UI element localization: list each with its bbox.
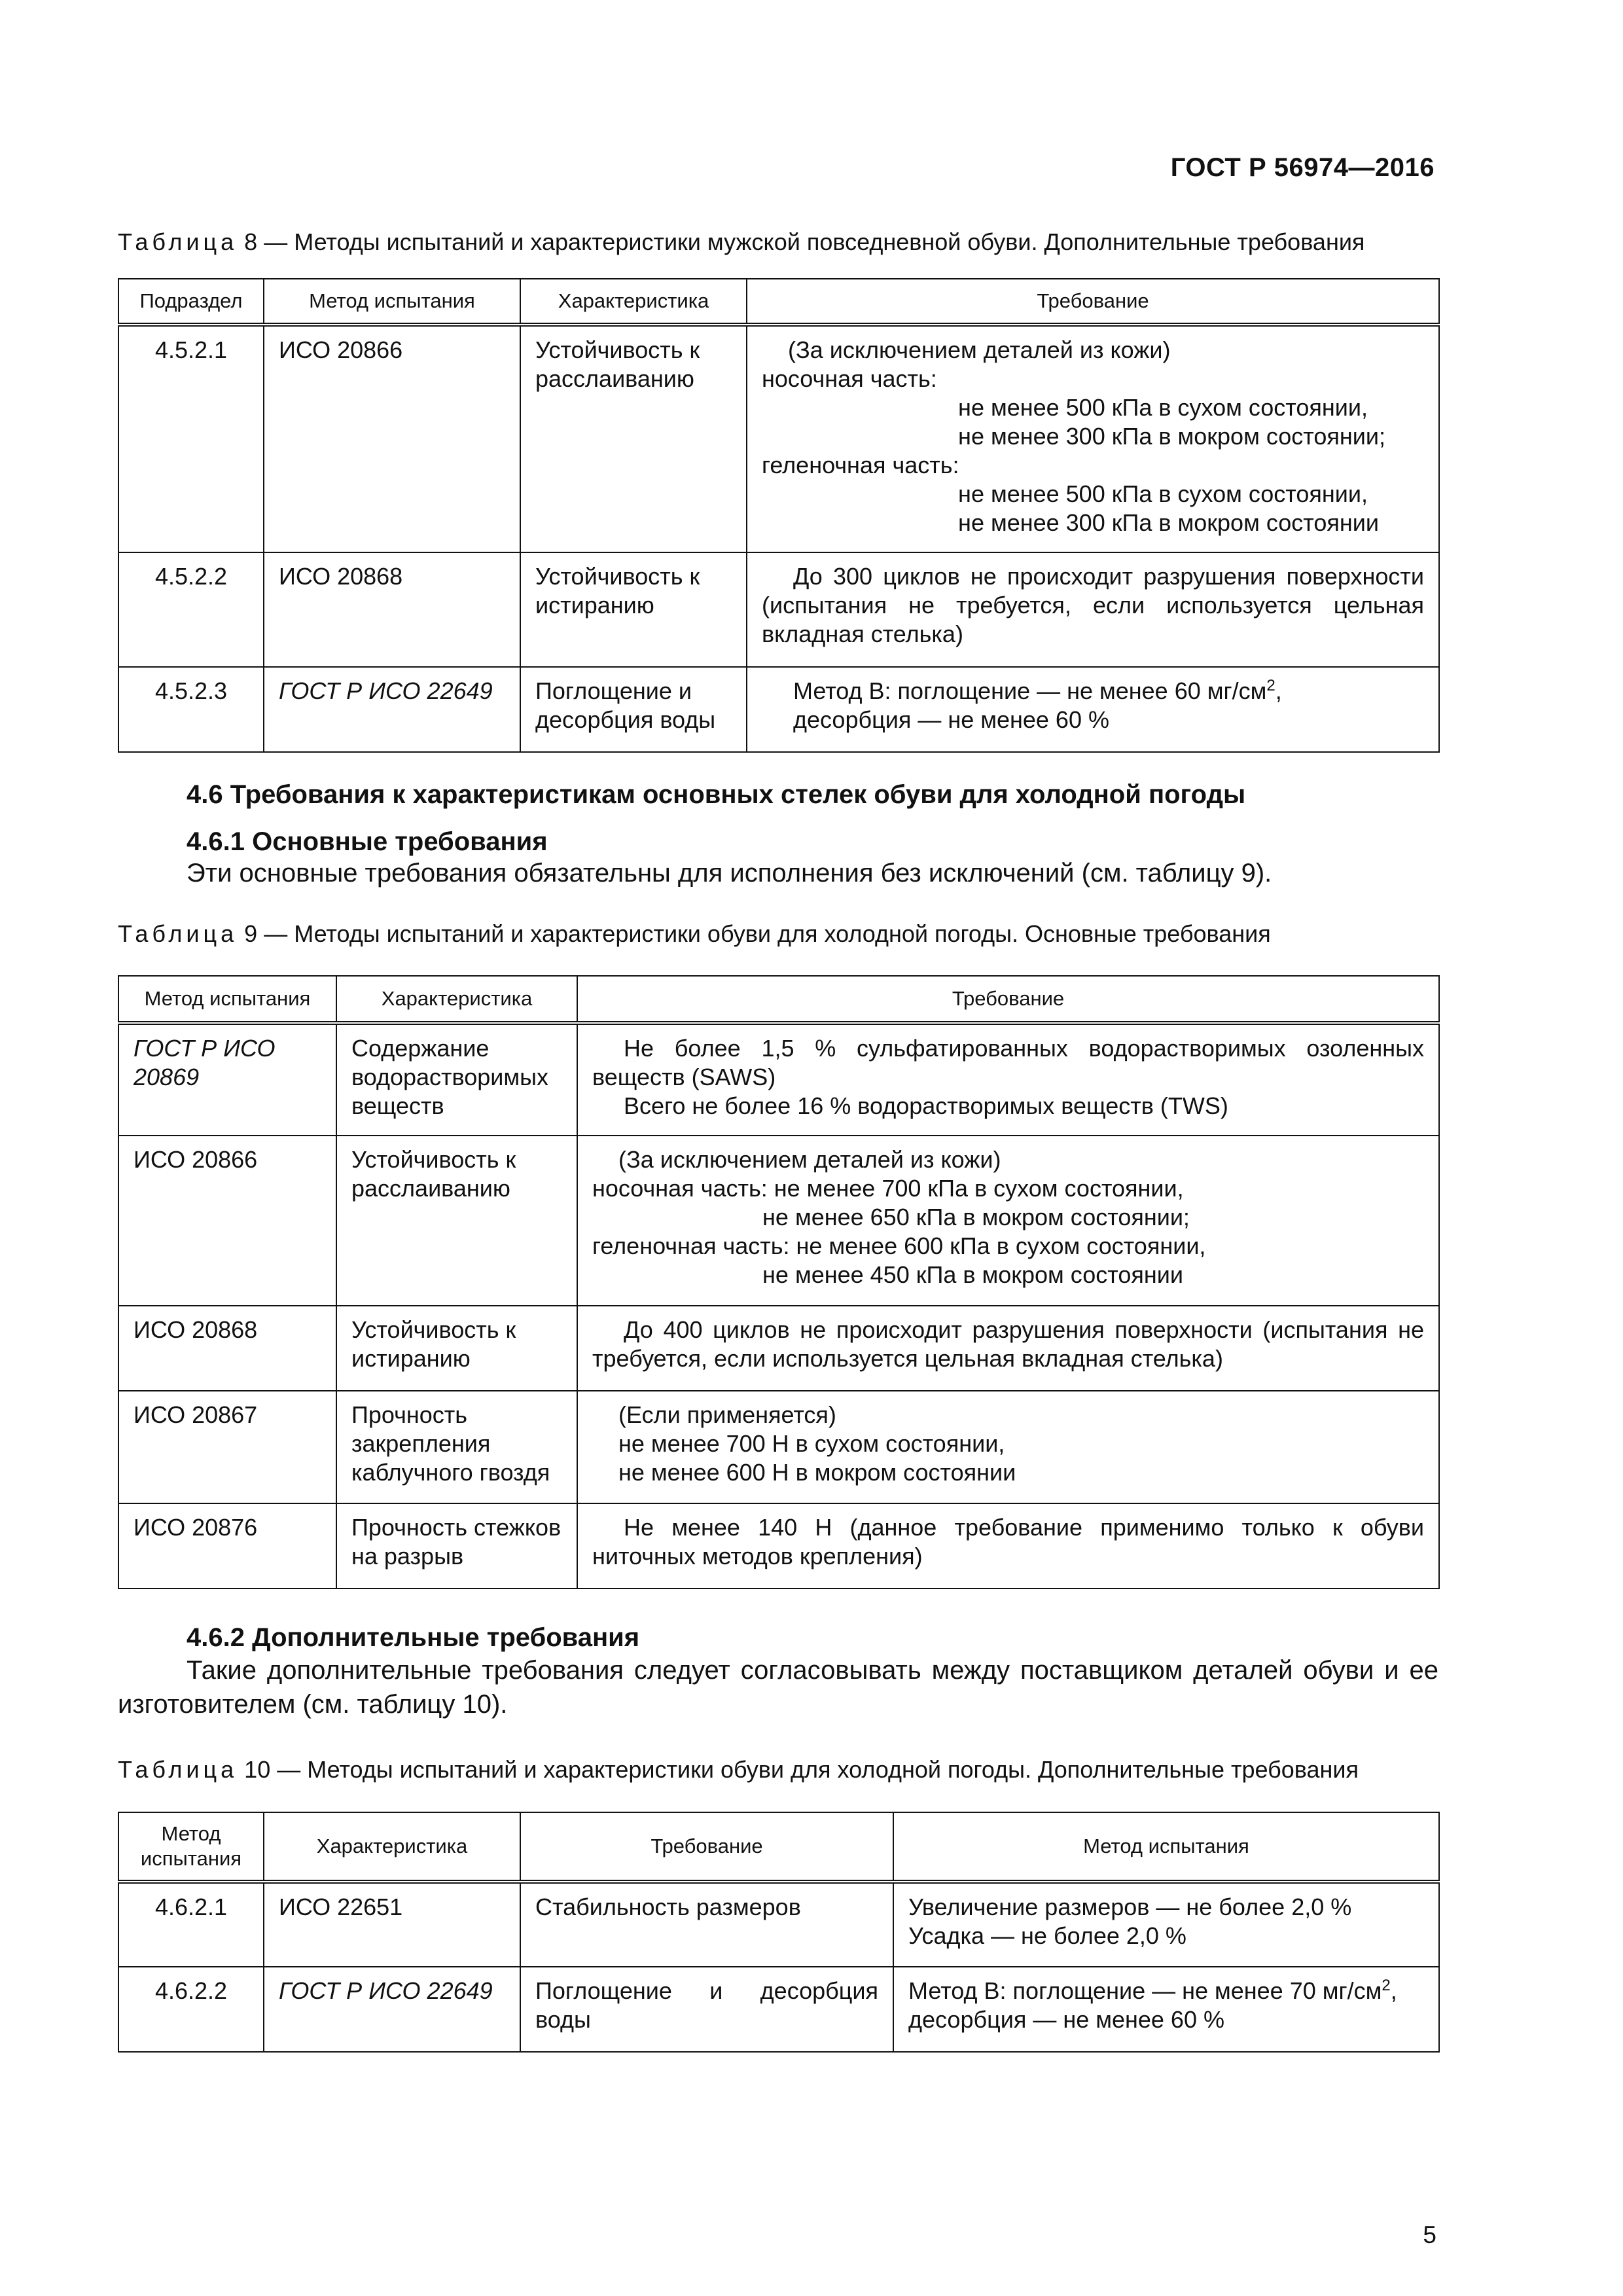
table9-header-cell: Требование [577, 976, 1439, 1023]
table-cell: Содержание водорастворимых веществ [336, 1023, 577, 1136]
table-cell: Поглощение и десорбция воды [520, 1967, 893, 2052]
table-cell: Поглощение и десорбция воды [520, 667, 747, 752]
table-cell: ГОСТ Р ИСО 22649 [264, 1967, 520, 2052]
table-cell: Устойчивость к расслаиванию [520, 325, 747, 552]
table10-header-cell: Метод испытания [118, 1812, 264, 1882]
table-cell: 4.5.2.1 [118, 325, 264, 552]
table-row [118, 325, 1439, 552]
table-row [118, 1023, 1439, 1136]
table9-caption [118, 920, 1271, 948]
requirement-text: Не более 1,5 % сульфатированных водорастворимых озоленных веществ (SAWS) [592, 1035, 1424, 1090]
table-cell: ГОСТ Р ИСО 20869 [118, 1023, 336, 1136]
superscript: 2 [1266, 677, 1275, 694]
document-code: ГОСТ Р 56974—2016 [1170, 153, 1435, 182]
page-number: 5 [1423, 2221, 1436, 2248]
table8-header-cell: Характеристика [520, 279, 747, 325]
table-cell: 4.5.2.3 [118, 667, 264, 752]
table-cell [577, 1023, 1439, 1136]
table-cell [747, 667, 1439, 752]
table-cell: До 400 циклов не происходит разрушения поверхности (испытания не требуется, если используется цельная вкладная стелька) [577, 1306, 1439, 1391]
paragraph: Такие дополнительные требования следует согласовывать между поставщиком деталей обуви и ее изготовителем (см. таблицу 10). [118, 1656, 1438, 1719]
table-row [118, 1967, 1439, 2052]
table-cell: Увеличение размеров — не более 2,0 % Усадка — не более 2,0 % [893, 1882, 1439, 1967]
table-cell: Прочность стежков на разрыв [336, 1503, 577, 1588]
table-cell: (Если применяется) не менее 700 Н в сухом состоянии, не менее 600 Н в мокром состоянии [577, 1391, 1439, 1503]
table10-header-cell: Требование [520, 1812, 893, 1882]
requirement-text: , [1275, 677, 1282, 704]
table-cell: ИСО 22651 [264, 1882, 520, 1967]
table-row [118, 1882, 1439, 1967]
table-cell: ГОСТ Р ИСО 22649 [264, 667, 520, 752]
requirement-text: десорбция — не менее 60 % [908, 2006, 1224, 2033]
table-cell: Устойчивость к истиранию [520, 552, 747, 667]
subsection-heading: 4.6.1 Основные требования [187, 827, 548, 856]
table9-caption-label: Таблица [118, 920, 238, 947]
table10-header-cell: Метод испытания [893, 1812, 1439, 1882]
table-cell: 4.5.2.2 [118, 552, 264, 667]
table-cell [893, 1967, 1439, 2052]
table8-caption [118, 228, 1364, 256]
table-row [118, 1391, 1439, 1503]
table-cell: ИСО 20866 [264, 325, 520, 552]
table9-caption-text: 9 — Методы испытаний и характеристики обуви для холодной погоды. Основные требования [244, 920, 1271, 947]
table-cell: (За исключением деталей из кожи) носочная часть: не менее 500 кПа в сухом состоянии, не менее 300 кПа в мокром состоянии; геленочная часть: не менее 500 кПа в сухом состоянии, не менее 300 кПа в мокром состоянии [747, 325, 1439, 552]
table10-caption [118, 1755, 1359, 1784]
table-cell: ИСО 20867 [118, 1391, 336, 1503]
table-cell: ИСО 20866 [118, 1136, 336, 1306]
table8-caption-text: 8 — Методы испытаний и характеристики мужской повседневной обуви. Дополнительные требования [244, 228, 1365, 255]
table-cell: ИСО 20868 [118, 1306, 336, 1391]
table-cell: До 300 циклов не происходит разрушения поверхности (испытания не требуется, если используется цельная вкладная стелька) [747, 552, 1439, 667]
table10 [118, 1812, 1440, 2053]
subsection-heading: 4.6.2 Дополнительные требования [187, 1623, 640, 1652]
table9-header-cell: Метод испытания [118, 976, 336, 1023]
requirement-text: Всего не более 16 % водорастворимых веществ (TWS) [624, 1092, 1228, 1119]
table-cell: ИСО 20868 [264, 552, 520, 667]
table-row [118, 1503, 1439, 1588]
table9 [118, 975, 1440, 1589]
table8-header-cell: Подраздел [118, 279, 264, 325]
paragraph: Эти основные требования обязательны для исполнения без исключений (см. таблицу 9). [187, 859, 1272, 888]
table10-caption-label: Таблица [118, 1756, 238, 1783]
table10-caption-text: 10 — Методы испытаний и характеристики обуви для холодной погоды. Дополнительные требования [244, 1756, 1359, 1783]
table8-header-cell: Метод испытания [264, 279, 520, 325]
table-row [118, 552, 1439, 667]
table-cell: Стабильность размеров [520, 1882, 893, 1967]
table-cell: Прочность закрепления каблучного гвоздя [336, 1391, 577, 1503]
table8-header-cell: Требование [747, 279, 1439, 325]
table8 [118, 278, 1440, 753]
table-cell: Устойчивость к расслаиванию [336, 1136, 577, 1306]
table10-header-cell: Характеристика [264, 1812, 520, 1882]
table-row [118, 667, 1439, 752]
table-row [118, 1306, 1439, 1391]
requirement-text: , [1390, 1977, 1397, 2004]
requirement-text: Метод В: поглощение — не менее 60 мг/см [793, 677, 1267, 704]
section-heading: 4.6 Требования к характеристикам основных стелек обуви для холодной погоды [187, 780, 1246, 809]
requirement-text: десорбция — не менее 60 % [793, 706, 1109, 733]
table-cell: Не менее 140 Н (данное требование применимо только к обуви ниточных методов крепления) [577, 1503, 1439, 1588]
table-row [118, 1136, 1439, 1306]
table-cell: 4.6.2.1 [118, 1882, 264, 1967]
requirement-text: Метод В: поглощение — не менее 70 мг/см [908, 1977, 1382, 2004]
table8-caption-label: Таблица [118, 228, 238, 255]
superscript: 2 [1382, 1977, 1391, 1994]
table-cell: ИСО 20876 [118, 1503, 336, 1588]
table-cell: Устойчивость к истиранию [336, 1306, 577, 1391]
table-cell: (За исключением деталей из кожи) носочная часть: не менее 700 кПа в сухом состоянии, не менее 650 кПа в мокром состоянии; геленочная часть: не менее 600 кПа в сухом состоянии, не менее 450 кПа в мокром состоянии [577, 1136, 1439, 1306]
table-cell: 4.6.2.2 [118, 1967, 264, 2052]
table9-header-cell: Характеристика [336, 976, 577, 1023]
